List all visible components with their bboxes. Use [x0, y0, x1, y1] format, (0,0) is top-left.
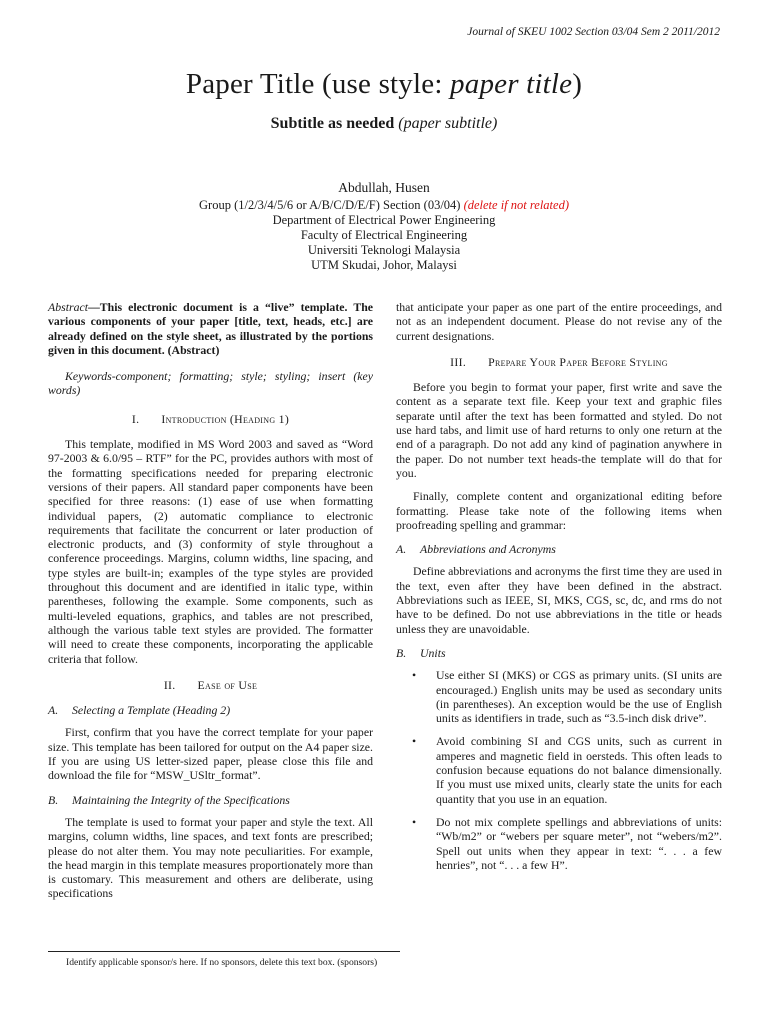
abstract: Abstract—This electronic document is a “live” template. The various components of your paper [title, text, heads, etc.] are already defined on the style sheet, as illustrated by the portions given in this document. (Abstract)	[48, 300, 373, 357]
abbreviations-paragraph: Define abbreviations and acronyms the first time they are used in the text, even after they have been defined in the abstract. Abbreviations such as IEEE, SI, MKS, CGS, sc, dc, and rms do not have to be defined. Do not use abbreviations in the title or heads unless they are unavoidable.	[396, 564, 722, 636]
bullet-icon: •	[412, 814, 417, 829]
bullet-icon: •	[412, 734, 417, 749]
heading-abbreviations: A. Abbreviations and Acronyms	[396, 542, 556, 557]
right-column	[396, 300, 722, 881]
author-location: UTM Skudai, Johor, Malaysi	[311, 258, 457, 272]
heading-units: B. Units	[396, 645, 446, 660]
sponsor-footnote: Identify applicable sponsor/s here. If no sponsors, delete this text box. (sponsors)	[66, 957, 378, 968]
paper-title: Paper Title (use style: paper title)	[185, 68, 583, 100]
title-block	[0, 68, 768, 133]
running-header: Journal of SKEU 1002 Section 03/04 Sem 2 2011/2012	[467, 26, 720, 38]
prepare-paragraph-2: Finally, complete content and organizational editing before formatting. Please take note of the following items when proofreading spelling and grammar:	[396, 489, 722, 532]
paper-subtitle: Subtitle as needed (paper subtitle)	[270, 115, 498, 132]
units-list	[396, 668, 722, 872]
integrity-paragraph-continued: that anticipate your paper as one part of the entire proceedings, and not as an independent document. Please do not revise any of the current designations.	[396, 300, 722, 343]
heading-ease-of-use: II. Ease of Use	[163, 677, 258, 692]
list-item: • Avoid combining SI and CGS units, such as current in amperes and magnetic field in oersteds. This often leads to confusion because equations do not balance dimensionally. If you must use mixed units, clearly state the units for each quantity that you use in an equation.	[412, 734, 722, 806]
heading-introduction: I. Introduction (Heading 1)	[131, 411, 290, 426]
author-faculty: Faculty of Electrical Engineering	[300, 228, 468, 242]
heading-selecting-template: A. Selecting a Template (Heading 2)	[48, 703, 231, 718]
list-item: • Use either SI (MKS) or CGS as primary units. (SI units are encouraged.) English units may be used as secondary units (in parentheses). An exception would be the use of English units as identifiers in trade, such as “3.5-inch disk drive”.	[412, 668, 722, 726]
heading-prepare-paper: III. Prepare Your Paper Before Styling	[450, 354, 668, 369]
intro-paragraph: This template, modified in MS Word 2003 and saved as “Word 97-2003 & 6.0/95 – RTF” for the PC, provides authors with most of the formatting specifications needed for preparing electronic versions of their papers. All standard paper components have been specified for three reasons: (1) ease of use when formatting individual papers, (2) automatic compliance to electronic requirements that facilitate the concurrent or later production of electronic products, and (3) conformity of style throughout a conference proceedings. Margins, column widths, line spacing, and type styles are built-in; examples of the type styles are provided throughout this document and are identified in italic type, within parentheses, following the example. Some components, such as multi-leveled equations, graphics, and tables are not prescribed, although the various table text styles are provided. The formatter will need to create these components, incorporating the applicable criteria that follow.	[48, 437, 373, 666]
heading-integrity: B. Maintaining the Integrity of the Specifications	[48, 792, 290, 807]
bullet-icon: •	[412, 668, 417, 683]
keywords: Keywords-component; formatting; style; styling; insert (key words)	[48, 369, 373, 398]
prepare-paragraph-1: Before you begin to format your paper, first write and save the content as a separate text file. Keep your text and graphic files separate until after the text has been formatted and styled. Do not use hard tabs, and limit use of hard returns to only one return at the end of a paragraph. Do not add any kind of pagination anywhere in the paper. Do not number text heads-the template will do that for you.	[396, 380, 722, 480]
author-department: Department of Electrical Power Engineering	[272, 213, 496, 227]
integrity-paragraph: The template is used to format your paper and style the text. All margins, column widths, line spaces, and text fonts are prescribed; please do not alter them. You may note peculiarities. For example, the head margin in this template measures proportionately more than is customary. This measurement and others are deliberate, using specifications	[48, 814, 373, 901]
list-item: • Do not mix complete spellings and abbreviations of units: “Wb/m2” or “webers per square meter”, not “webers/m2”. Spell out units when they appear in text: “. . . a few henries”, not “. . . a few H”.	[412, 814, 722, 872]
footnote-rule	[48, 951, 400, 952]
author-group: Group (1/2/3/4/5/6 or A/B/C/D/E/F) Section (03/04) (delete if not related)	[199, 198, 569, 212]
left-column	[48, 300, 373, 910]
author-university: Universiti Teknologi Malaysia	[307, 243, 461, 257]
author-block	[0, 180, 768, 273]
selecting-template-paragraph: First, confirm that you have the correct template for your paper size. This template has been tailored for output on the A4 paper size. If you are using US letter-sized paper, please close this file and download the file for “MSW_USltr_format”.	[48, 725, 373, 783]
author-name: Abdullah, Husen	[338, 180, 430, 195]
